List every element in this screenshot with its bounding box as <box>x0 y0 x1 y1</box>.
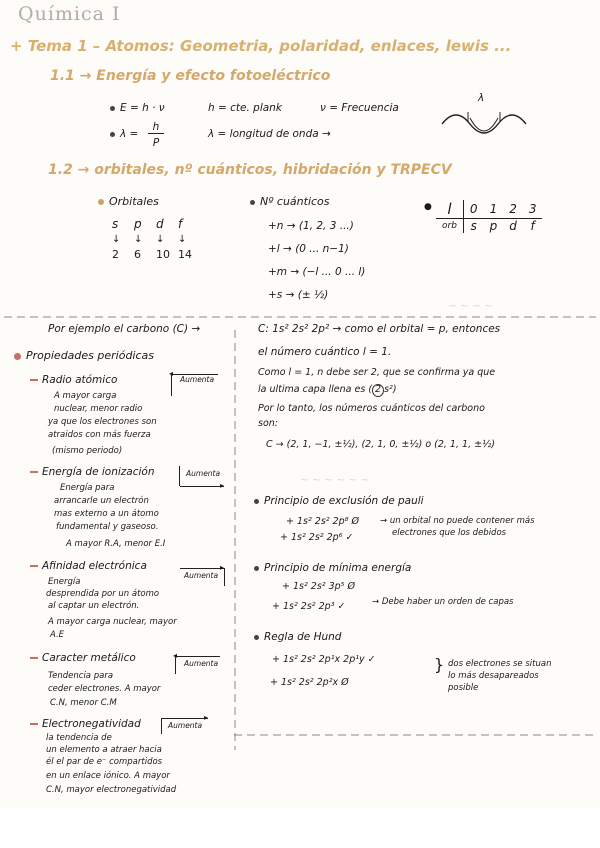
pauli-note: → un orbital no puede contener más <box>380 516 535 526</box>
section-1-1-heading: 1.1 → Energía y efecto fotoeléctrico <box>50 68 331 84</box>
left-arrow-icon: ◂ <box>173 651 178 660</box>
aumenta-box <box>180 563 225 581</box>
afinidad-text-line: desprendida por un átomo <box>46 589 160 599</box>
dash-bullet <box>30 723 38 725</box>
arrow-line <box>172 374 218 375</box>
electroneg-text-line: la tendencia de <box>46 733 112 743</box>
radio-text-line: A mayor carga <box>54 391 117 401</box>
metalico-heading: Caracter metálico <box>30 652 136 664</box>
dash-bullet <box>30 565 38 567</box>
orbital-arrows <box>112 234 200 246</box>
quantum-number-s: +s → (± ½) <box>268 289 329 301</box>
tema-heading: + Tema 1 – Atomos: Geometria, polaridad, enlaces, lewis ... <box>10 37 512 55</box>
electroneg-text-line: él el par de e⁻ compartidos <box>46 757 163 767</box>
pauli-note: electrones que los debidos <box>392 528 507 538</box>
afinidad-text-line: Energía <box>48 577 81 587</box>
carbon-configuration: C: 1s² 2s² 2p² → como el orbital = p, entonces <box>258 323 501 335</box>
radio-text-line: (mismo periodo) <box>52 446 123 456</box>
dash-bullet <box>30 657 38 659</box>
hund-equation: + 1s² 2s² 2p²x Ø <box>270 677 349 688</box>
hund-equation: + 1s² 2s² 2p¹x 2p¹y ✓ <box>272 654 376 665</box>
electroneg-heading: Electronegatividad <box>30 718 141 730</box>
metalico-text-line: Tendencia para <box>48 671 114 681</box>
bullet <box>254 635 259 640</box>
ionizacion-text-line: arrancarle un electrón <box>54 496 149 506</box>
hund-note: dos electrones se situan <box>448 659 552 669</box>
column-divider <box>233 330 237 750</box>
minima-equation: + 1s² 2s² 2p³ ✓ <box>272 601 346 612</box>
radio-atomico-heading: Radio atómico <box>30 374 117 386</box>
dash-bullet <box>30 471 38 473</box>
radio-text-line: nuclear, menor radio <box>54 404 143 414</box>
section-divider <box>0 315 600 319</box>
orbitales-label: Orbitales <box>98 196 159 209</box>
ionizacion-text-line: fundamental y gaseoso. <box>56 522 159 532</box>
quantum-number-l: +l → (0 ... n−1) <box>268 243 349 255</box>
radio-text-line: atraidos con más fuerza <box>48 430 151 440</box>
table-cell: orb <box>436 219 463 234</box>
minima-energia-heading: Principio de mínima energía <box>254 562 411 574</box>
aumenta-box <box>180 469 225 490</box>
orbital-electron-counts <box>112 249 200 262</box>
bullet <box>14 353 21 360</box>
ionizacion-text-line: Energía para <box>60 483 115 493</box>
hund-heading: Regla de Hund <box>254 631 341 643</box>
ejemplo-line-6: son: <box>258 418 278 429</box>
wave-diagram <box>438 104 538 144</box>
wave-bracket <box>468 112 500 122</box>
aumenta-box <box>169 369 215 385</box>
wavelength-equation: λ = <box>110 128 138 140</box>
table-cell: 2 <box>503 200 523 219</box>
ionizacion-text-line: mas externo a un átomo <box>54 509 159 519</box>
wavelength-definition: λ = longitud de onda → <box>208 128 331 140</box>
bullet <box>254 566 259 571</box>
afinidad-text-line: A mayor carga nuclear, mayor <box>48 617 177 627</box>
orbital-letter: p <box>134 217 142 231</box>
aumenta-label: Aumenta <box>184 571 219 580</box>
orbital-letter: d <box>156 217 164 231</box>
aumenta-label: Aumenta <box>180 375 215 384</box>
table-cell: s <box>470 219 477 233</box>
orbital-count: 10 <box>156 248 170 261</box>
fraction-denominator: P <box>152 137 160 149</box>
ejemplo-line-4: la ultima capa llena es ( 2 s²) <box>258 384 397 395</box>
ejemplo-intro: Por ejemplo el carbono (C) → <box>48 323 201 335</box>
down-arrow-icon: ↓ <box>112 234 121 245</box>
orbital-l-table <box>436 200 542 233</box>
down-arrow-icon: ↓ <box>134 234 143 245</box>
pauli-equation: + 1s² 2s² 2p⁸ Ø <box>286 516 360 527</box>
table-cell: 3 <box>523 200 543 219</box>
table-row <box>436 219 542 234</box>
frequency-definition: ν = Frecuencia <box>320 102 399 114</box>
pauli-equation: + 1s² 2s² 2p⁶ ✓ <box>280 532 354 543</box>
right-arrow-icon: ▸ <box>204 713 209 722</box>
bullet <box>98 199 104 205</box>
arrow-bar <box>179 466 180 486</box>
aumenta-label: Aumenta <box>184 659 219 668</box>
page-title: Química I <box>18 3 121 25</box>
metalico-text-line: C.N, menor C.M <box>50 698 117 708</box>
ionizacion-text-line: A mayor R.A, menor E.I <box>66 539 166 549</box>
down-arrow-icon: ↓ <box>156 234 165 245</box>
bullet <box>250 200 255 205</box>
arrow-bar <box>224 568 225 586</box>
arrow-line <box>180 486 224 487</box>
ejemplo-line-5: Por lo tanto, los números cuánticos del carbono <box>258 403 485 414</box>
hund-note: posible <box>448 683 479 693</box>
aumenta-box <box>162 713 209 731</box>
arrow-line <box>176 656 220 657</box>
metalico-text-line: ceder electrones. A mayor <box>48 684 161 694</box>
table-cell: f <box>530 219 535 233</box>
bullet <box>110 132 115 137</box>
afinidad-text-line: A.E <box>50 630 65 640</box>
bleed-through-text: ~ ~ ~ ~ <box>448 300 494 312</box>
left-arrow-icon: ◂ <box>169 369 174 378</box>
aumenta-label: Aumenta <box>168 721 203 730</box>
afinidad-heading: Afinidad electrónica <box>30 560 147 572</box>
ejemplo-line-2: el número cuántico l = 1. <box>258 346 392 358</box>
numeros-cuanticos-label: Nº cuánticos <box>250 196 330 209</box>
carbon-quantum-numbers: C → (2, 1, −1, ±½), (2, 1, 0, ±½) o (2, 1, 1, ±½) <box>266 439 495 450</box>
hund-note: lo más desapareados <box>448 671 539 681</box>
orbital-count: 2 <box>112 248 119 261</box>
arrow-line <box>180 568 224 569</box>
fraction-numerator: h <box>148 121 164 134</box>
arrow-line <box>162 718 208 719</box>
photon-energy-equation: E = h · ν <box>110 102 165 114</box>
table-cell: 0 <box>463 200 483 219</box>
minima-note: → Debe haber un orden de capas <box>372 597 514 607</box>
bottom-divider <box>232 733 600 737</box>
bleed-through-text: ~ ~ ~ ~ ~ ~ <box>300 474 370 486</box>
minima-equation: + 1s² 2s² 3p⁵ Ø <box>282 581 356 592</box>
quantum-number-n: +n → (1, 2, 3 ...) <box>268 220 354 232</box>
ionizacion-heading: Energía de ionización <box>30 466 155 478</box>
table-row <box>436 200 542 219</box>
arrow-bar <box>175 656 176 674</box>
brace-icon: } <box>434 655 445 674</box>
aumenta-box <box>173 651 219 669</box>
table-cell: p <box>489 219 498 233</box>
bullet <box>254 499 259 504</box>
aumenta-label: Aumenta <box>186 469 221 478</box>
table-bullet: ● <box>424 202 432 212</box>
orbital-count: 6 <box>134 248 141 261</box>
pauli-heading: Principio de exclusión de pauli <box>254 495 424 507</box>
orbital-letter: s <box>112 217 119 231</box>
right-arrow-icon: ▸ <box>220 481 225 490</box>
electroneg-text-line: C.N, mayor electronegatividad <box>46 785 177 795</box>
electroneg-text-line: en un enlace iónico. A mayor <box>46 771 170 781</box>
electroneg-text-line: un elemento a atraer hacia <box>46 745 162 755</box>
orbital-letter: f <box>178 217 183 231</box>
table-cell: 1 <box>484 200 504 219</box>
dash-bullet <box>30 379 38 381</box>
section-1-2-heading: 1.2 → orbitales, nº cuánticos, hibridación y TRPECV <box>48 162 452 178</box>
orbital-count: 14 <box>178 248 192 261</box>
bullet <box>110 106 115 111</box>
wave-line <box>442 115 526 133</box>
ejemplo-line-3: Como l = 1, n debe ser 2, que se confirma ya que <box>258 367 496 378</box>
right-arrow-icon: ▸ <box>220 563 225 572</box>
arrow-bar <box>171 374 172 396</box>
afinidad-text-line: al captar un electrón. <box>48 601 140 611</box>
arrow-bar <box>161 718 162 734</box>
wave-lambda-label: λ <box>478 92 485 104</box>
quantum-number-m: +m → (−l ... 0 ... l) <box>268 266 366 278</box>
plank-constant-definition: h = cte. plank <box>208 102 282 114</box>
down-arrow-icon: ↓ <box>178 234 187 245</box>
propiedades-heading: Propiedades periódicas <box>14 350 154 363</box>
circled-number: 2 <box>372 384 384 397</box>
radio-text-line: ya que los electrones son <box>48 417 157 427</box>
orbital-letters <box>112 218 200 232</box>
table-cell: d <box>509 219 517 233</box>
table-cell: l <box>436 200 463 219</box>
